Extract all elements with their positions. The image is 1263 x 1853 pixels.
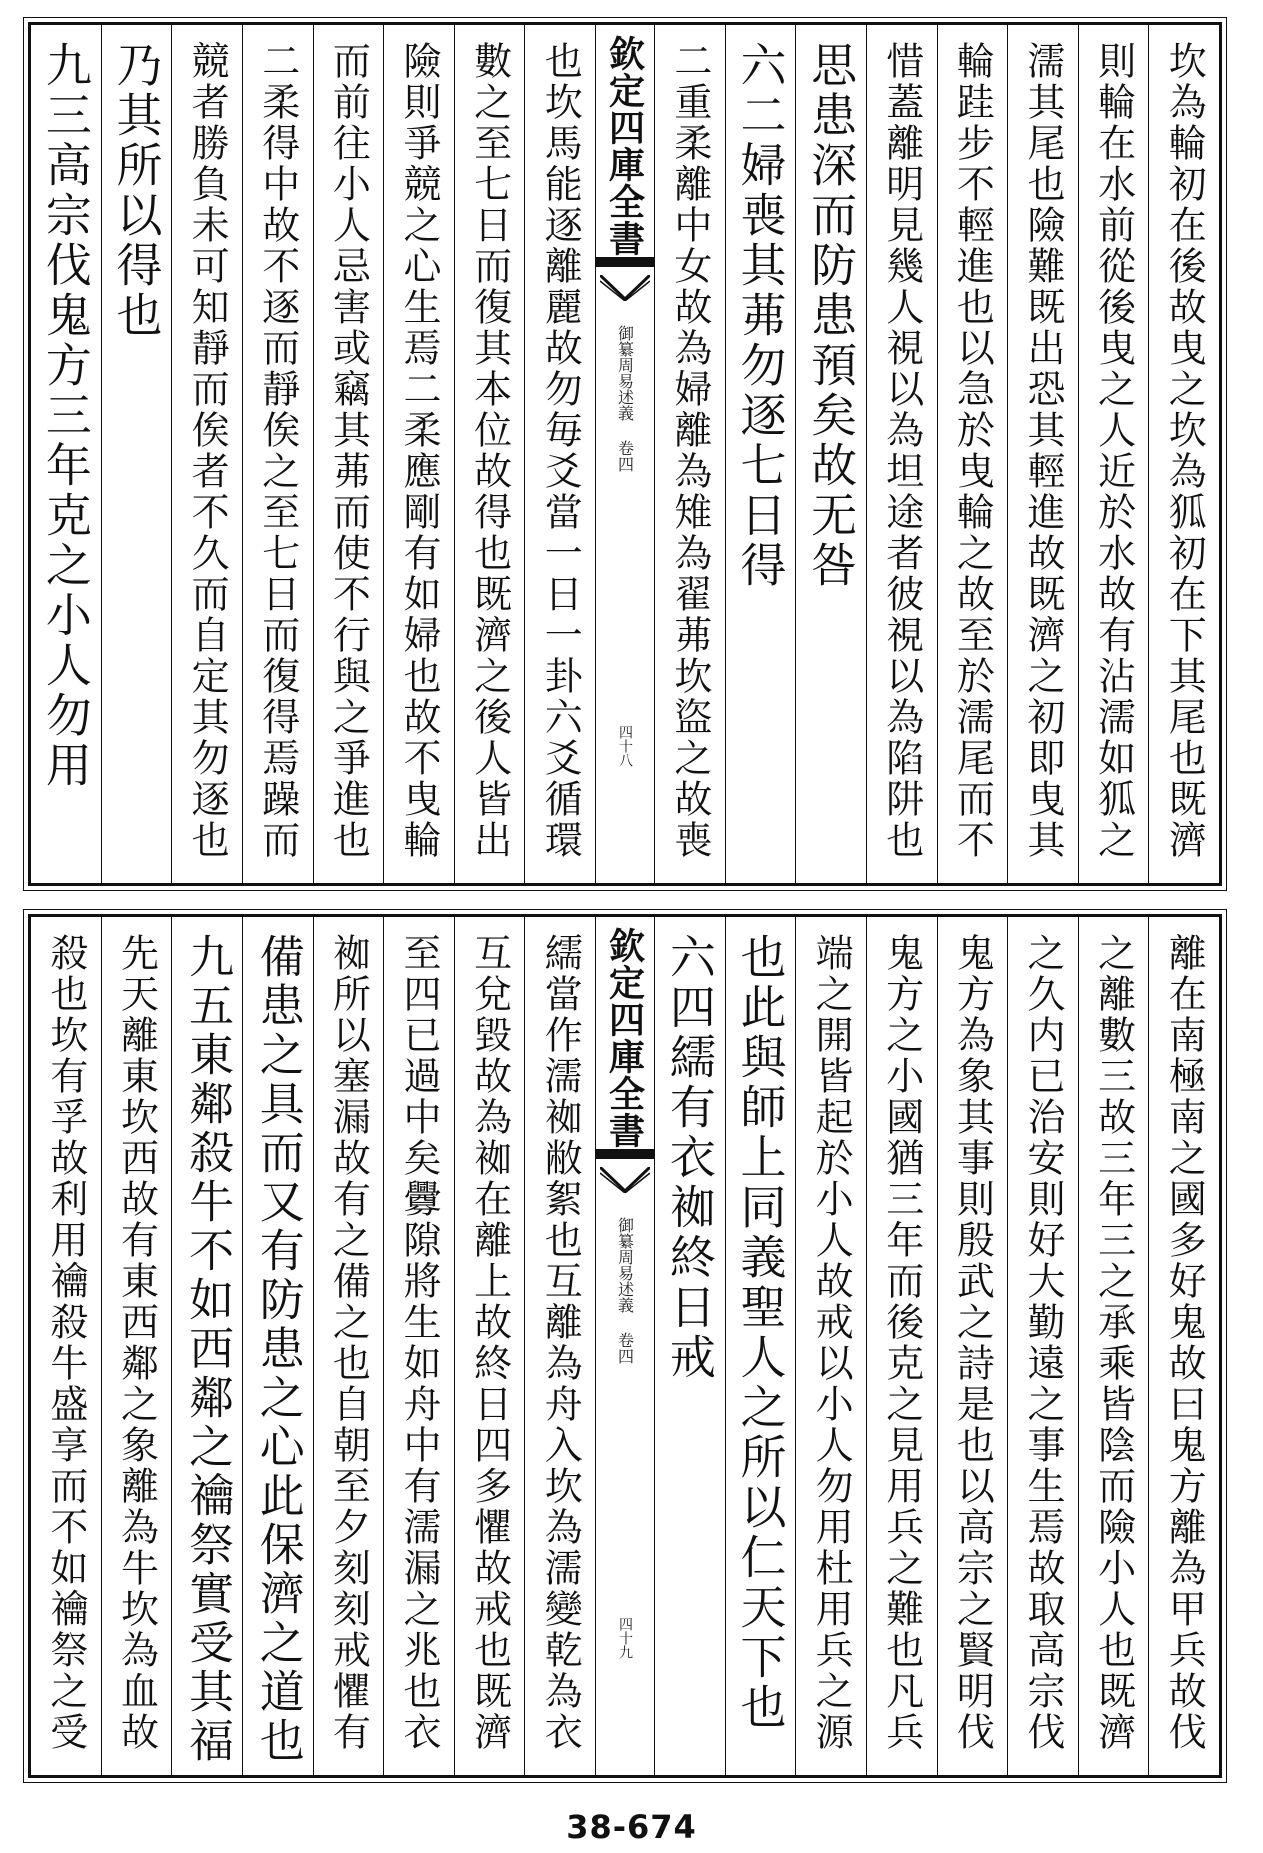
book-title-strip (595, 917, 654, 1775)
column-text: 乃其所以得也 (109, 41, 164, 341)
text-column (725, 917, 796, 1775)
column-text: 之久内已治安則好大勤遠之事生焉故取高宗伐 (1020, 933, 1065, 1753)
column-text: 競者勝負未可知靜而俟者不久而自定其勿逐也 (185, 41, 230, 861)
column-text: 二柔得中故不逐而靜俟之至七日而復得焉躁而 (255, 41, 300, 861)
subtitle-text: 御纂周易述義 (615, 325, 635, 421)
fish-tail-icon (600, 275, 650, 301)
text-column (454, 25, 525, 883)
column-text: 輪跬步不輕進也以急於曳輪之故至於濡尾而不 (950, 41, 995, 861)
column-text: 袽所以塞漏故有之備之也自朝至夕刻刻戒懼有 (326, 933, 371, 1753)
column-text: 端之開皆起於小人故戒以小人勿用杜用兵之源 (809, 933, 854, 1753)
column-text: 數之至七日而復其本位故得也既濟之後人皆出 (467, 41, 512, 861)
bottom-page-panel (28, 914, 1222, 1778)
column-text: 先天離東坎西故有東西鄰之象離為牛坎為血故 (114, 933, 159, 1753)
text-column (1007, 25, 1078, 883)
column-text: 備患之具而又有防患之心此保濟之道也 (251, 933, 305, 1766)
column-text: 鬼方為象其事則殷武之詩是也以高宗之賢明伐 (950, 933, 995, 1753)
text-column (654, 25, 725, 883)
book-subtitle (614, 325, 637, 472)
volume-text: 卷四 (615, 440, 635, 472)
top-columns (31, 25, 1219, 883)
column-text: 則輪在水前從後曳之人近於水故有沾濡如狐之 (1091, 41, 1136, 861)
text-column (795, 25, 866, 883)
text-column (31, 917, 101, 1775)
text-column (101, 917, 172, 1775)
text-column (1148, 917, 1219, 1775)
text-column (1007, 917, 1078, 1775)
text-column (654, 917, 725, 1775)
column-text: 思患深而防患預矣故无咎 (804, 41, 859, 591)
column-text: 殺也坎有孚故利用禴殺牛盛享而不如禴祭之受 (43, 933, 88, 1753)
book-title: 欽定四庫全書 (603, 35, 646, 257)
column-text: 六二婦喪其茀勿逐七日得 (733, 41, 788, 591)
column-text: 六四繻有衣袽終日戒 (662, 933, 717, 1383)
column-text: 繻當作濡袽敝絮也互離為舟入坎為濡變乾為衣 (538, 933, 583, 1753)
text-column (171, 917, 242, 1775)
text-column (313, 917, 384, 1775)
text-column (101, 25, 172, 883)
column-text: 離在南極南之國多好鬼故曰鬼方離為甲兵故伐 (1162, 933, 1207, 1753)
text-column (1078, 25, 1149, 883)
book-title: 欽定四庫全書 (603, 927, 646, 1149)
text-column (454, 917, 525, 1775)
column-text: 九三高宗伐鬼方三年克之小人勿用 (38, 41, 93, 791)
bottom-columns (31, 917, 1219, 1775)
fish-tail-icon (600, 1167, 650, 1193)
text-column (242, 25, 313, 883)
text-column (31, 25, 101, 883)
column-text: 也此與師上同義聖人之所以仁天下也 (733, 933, 788, 1733)
text-column (1078, 917, 1149, 1775)
text-column (383, 25, 454, 883)
text-column (725, 25, 796, 883)
volume-text: 卷四 (615, 1332, 635, 1364)
text-column (524, 917, 595, 1775)
book-subtitle (614, 1217, 637, 1364)
column-text: 也坎馬能逐離麗故勿毎爻當一日一卦六爻循環 (538, 41, 583, 861)
column-text: 二重柔離中女故為婦離為雉為翟茀坎盜之故喪 (667, 41, 712, 861)
text-column (242, 917, 313, 1775)
fish-tail-bar (596, 1149, 654, 1159)
text-column (1148, 25, 1219, 883)
text-column (795, 917, 866, 1775)
folio-number: 四十九 (617, 1617, 633, 1659)
subtitle-text: 御纂周易述義 (615, 1217, 635, 1313)
text-column (866, 917, 937, 1775)
column-text: 九五東鄰殺牛不如西鄰之禴祭實受其福 (181, 933, 235, 1766)
book-title-strip (595, 25, 654, 883)
text-column (937, 25, 1008, 883)
column-text: 至四已過中矣釁隙將生如舟中有濡漏之兆也衣 (396, 933, 441, 1753)
column-text: 鬼方之小國猶三年而後克之見用兵之難也凡兵 (879, 933, 924, 1753)
column-text: 坎為輪初在後故曳之坎為狐初在下其尾也既濟 (1162, 41, 1207, 861)
text-column (937, 917, 1008, 1775)
column-text: 險則爭競之心生焉二柔應剛有如婦也故不曳輪 (396, 41, 441, 861)
column-text: 濡其尾也險難既出恐其輕進故既濟之初即曳其 (1020, 41, 1065, 861)
text-column (524, 25, 595, 883)
text-column (383, 917, 454, 1775)
column-text: 而前往小人忌害或竊其茀而使不行與之爭進也 (326, 41, 371, 861)
page-number: 38-674 (566, 1808, 697, 1846)
folio-number: 四十八 (617, 725, 633, 767)
text-column (866, 25, 937, 883)
column-text: 之離數三故三年三之承乘皆陰而險小人也既濟 (1091, 933, 1136, 1753)
fish-tail-bar (596, 257, 654, 267)
column-text: 惜蓋離明見幾人視以為坦途者彼視以為陷阱也 (879, 41, 924, 861)
column-text: 互兌毀故為袽在離上故終日四多懼故戒也既濟 (467, 933, 512, 1753)
text-column (313, 25, 384, 883)
top-page-panel (28, 22, 1222, 886)
text-column (171, 25, 242, 883)
